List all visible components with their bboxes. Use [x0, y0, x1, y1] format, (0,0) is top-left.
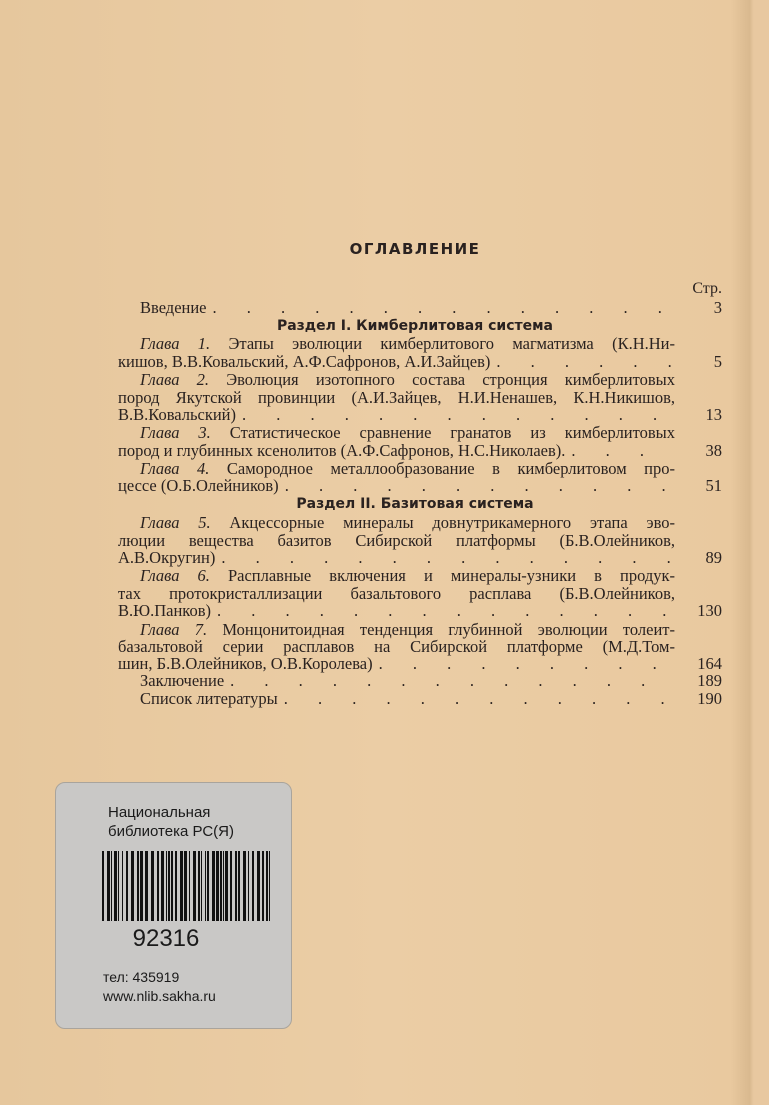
barcode-bar — [151, 851, 154, 921]
toc-chapter-line — [118, 353, 680, 371]
barcode-bar — [180, 851, 183, 921]
barcode-bar — [269, 851, 270, 921]
toc-label: Заключение — [140, 671, 225, 690]
toc-chapter-line — [118, 442, 680, 460]
leader-dots — [496, 353, 674, 371]
toc-chapter-line — [140, 514, 675, 532]
barcode — [102, 851, 272, 921]
barcode-bar — [166, 851, 167, 921]
barcode-number: 92316 — [132, 925, 200, 952]
barcode-bar — [235, 851, 237, 921]
library-contacts — [103, 968, 216, 1006]
chapter-text: Статистическое сравнение гранатов из кимберлитовых — [229, 423, 675, 442]
chapter-text: цессе (О.Б.Олейников) — [118, 476, 279, 495]
chapter-number: Глава 3. — [140, 423, 211, 442]
chapter-text: Акцессорные минералы довнутрикамерного этапа эво- — [229, 513, 675, 532]
chapter-text: Эволюция изотопного состава стронция кимберлитовых — [226, 370, 675, 389]
barcode-bar — [248, 851, 249, 921]
barcode-bar — [118, 851, 119, 921]
library-name-line: библиотека РС(Я) — [108, 823, 234, 840]
chapter-text: В.В.Ковальский) — [118, 405, 236, 424]
toc-page: 164 — [697, 654, 722, 673]
toc-chapter-line — [140, 335, 675, 353]
leader-dots — [217, 602, 674, 620]
chapter-number: Глава 4. — [140, 459, 210, 478]
library-phone: тел: 435919 — [103, 969, 180, 985]
barcode-bar — [212, 851, 215, 921]
leader-dots — [379, 655, 674, 673]
chapter-number: Глава 7. — [140, 620, 208, 639]
toc-chapter-line — [118, 477, 680, 495]
barcode-bar — [220, 851, 222, 921]
barcode-bar — [205, 851, 206, 921]
leader-dots — [284, 690, 674, 708]
section-heading: Раздел II. Базитовая система — [296, 496, 534, 512]
chapter-text: базальтовой серии расплавов на Сибирской платформе (М.Д.Том- — [118, 637, 675, 656]
library-name-line: Национальная — [108, 804, 211, 821]
barcode-bar — [107, 851, 110, 921]
barcode-bar — [243, 851, 246, 921]
barcode-bar — [189, 851, 190, 921]
barcode-bar — [207, 851, 209, 921]
chapter-text: Этапы эволюции кимберлитового магматизма (К.Н.Ни- — [228, 334, 675, 353]
barcode-bar — [262, 851, 264, 921]
leader-dots — [213, 299, 674, 317]
chapter-text: А.В.Округин) — [118, 548, 216, 567]
barcode-bar — [126, 851, 128, 921]
toc-page: 189 — [697, 671, 722, 690]
barcode-bar — [184, 851, 187, 921]
toc-chapter-line — [118, 602, 680, 620]
toc-page: 3 — [713, 298, 722, 317]
barcode-bar — [161, 851, 164, 921]
chapter-text: люции вещества базитов Сибирской платформы (Б.В.Олейников, — [118, 531, 675, 550]
leader-dots — [571, 442, 674, 460]
chapter-text: кишов, В.В.Ковальский, А.Ф.Сафронов, А.И.Зайцев) — [118, 352, 491, 371]
chapter-text: пород Якутской провинции (А.И.Зайцев, Н.И.Ненашев, К.Н.Никишов, — [118, 388, 675, 407]
barcode-bar — [114, 851, 117, 921]
chapter-text: тах протокристаллизации базальтового расплава (Б.В.Олейников, — [118, 584, 675, 603]
barcode-bar — [223, 851, 224, 921]
leader-dots — [242, 406, 674, 424]
barcode-bar — [230, 851, 232, 921]
leader-dots — [230, 672, 674, 690]
barcode-bar — [157, 851, 159, 921]
barcode-bar — [198, 851, 200, 921]
toc-chapter-line — [118, 549, 680, 567]
chapter-number: Глава 2. — [140, 370, 210, 389]
barcode-bar — [168, 851, 170, 921]
toc-page: 190 — [697, 689, 722, 708]
toc-chapter-line — [118, 406, 680, 424]
barcode-bar — [140, 851, 143, 921]
page-column-header: Стр. — [692, 280, 722, 297]
toc-page: 89 — [705, 548, 722, 567]
library-sticker — [55, 782, 292, 1029]
toc-chapter-line — [140, 424, 675, 442]
leader-dots — [221, 549, 674, 567]
chapter-number: Глава 6. — [140, 566, 210, 585]
toc-chapter-line — [140, 371, 675, 389]
barcode-bar — [131, 851, 134, 921]
barcode-bar — [201, 851, 202, 921]
chapter-text: Расплавные включения и минералы-узники в продук- — [227, 566, 675, 585]
toc-page: 13 — [705, 405, 722, 424]
barcode-bar — [145, 851, 148, 921]
chapter-number: Глава 1. — [140, 334, 211, 353]
barcode-bar — [193, 851, 196, 921]
chapter-number: Глава 5. — [140, 513, 211, 532]
section-heading: Раздел I. Кимберлитовая система — [276, 318, 554, 334]
toc-chapter-line — [140, 567, 675, 585]
chapter-text: В.Ю.Панков) — [118, 601, 211, 620]
toc-page: 130 — [697, 601, 722, 620]
library-name — [108, 803, 234, 841]
page-title: ОГЛАВЛЕНИЕ — [349, 240, 481, 258]
leader-dots — [285, 477, 674, 495]
barcode-bar — [257, 851, 260, 921]
toc-page: 5 — [713, 352, 722, 371]
chapter-text: Самородное металлообразование в кимберлитовом про- — [226, 459, 675, 478]
toc-page: 38 — [705, 441, 722, 460]
barcode-bar — [137, 851, 139, 921]
toc-label: Список литературы — [140, 689, 278, 708]
barcode-bar — [216, 851, 219, 921]
toc-intro — [140, 299, 680, 317]
library-website: www.nlib.sakha.ru — [103, 988, 216, 1004]
barcode-bar — [225, 851, 228, 921]
barcode-bar — [238, 851, 240, 921]
chapter-text: шин, Б.В.Олейников, О.В.Королева) — [118, 654, 373, 673]
chapter-text: Монцонитоидная тенденция глубинной эволюции толеит- — [222, 620, 675, 639]
toc-references — [140, 690, 680, 708]
toc-label: Введение — [140, 298, 207, 317]
barcode-bar — [266, 851, 268, 921]
barcode-bar — [175, 851, 177, 921]
barcode-bar — [102, 851, 104, 921]
barcode-bar — [111, 851, 112, 921]
toc-page: 51 — [705, 476, 722, 495]
barcode-bar — [252, 851, 254, 921]
barcode-bar — [171, 851, 173, 921]
toc-conclusion — [140, 672, 680, 690]
chapter-text: пород и глубинных ксенолитов (А.Ф.Сафронов, Н.С.Николаев). — [118, 441, 566, 460]
barcode-bar — [122, 851, 123, 921]
